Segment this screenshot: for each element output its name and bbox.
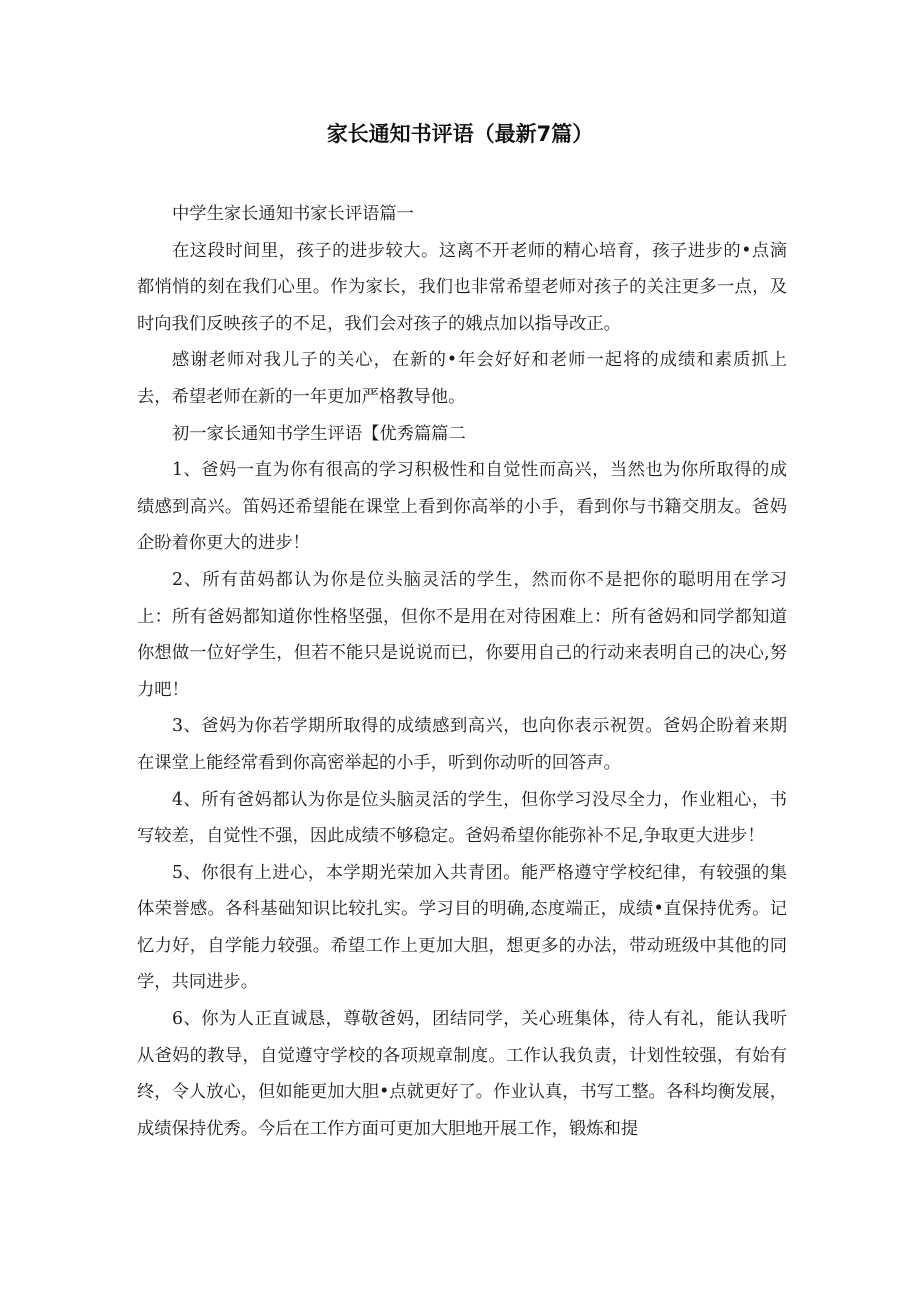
- document-title: 家长通知书评语（最新7篇）: [326, 122, 594, 146]
- section-heading-2: 初一家长通知书学生评语【优秀篇篇二: [172, 423, 466, 444]
- paragraph: 4、所有爸妈都认为你是位头脑灵活的学生，但你学习没尽全力，作业粗心，书写较差，自觉性不强，因此成绩不够稳定。爸妈希望你能弥补不足,争取更大进步！: [137, 789, 787, 847]
- section-heading-1: 中学生家长通知书家长评语篇一: [172, 204, 414, 224]
- paragraph: 5、你很有上进心，本学期光荣加入共青团。能严格遵守学校纪律，有较强的集体荣誉感。各科基础知识比较扎实。学习目的明确,态度端正，成绩•直保持优秀。记忆力好，自学能力较强。希望工作上更加大胆，想更多的办法，带动班级中其他的同学，共同进步。: [137, 862, 787, 993]
- paragraph: 6、你为人正直诚恳，尊敬爸妈，团结同学，关心班集体，待人有礼，能认我听从爸妈的教导，自觉遵守学校的各项规章制度。工作认我负责，计划性较强，有始有终，令人放心，但如能更加大胆•点就更好了。作业认真，书写工整。各科均衡发展，成绩保持优秀。今后在工作方面可更加大胆地开展工作，锻炼和提: [137, 1009, 787, 1139]
- paragraph: 在这段时间里，孩子的进步较大。这离不开老师的精心培育，孩子进步的•点滴都悄悄的刻在我们心里。作为家长，我们也非常希望老师对孩子的关注更多一点，及时向我们反映孩子的不足，我们会对孩子的娥点加以指导改正。: [137, 240, 787, 334]
- paragraph: 3、爸妈为你若学期所取得的成绩感到高兴，也向你表示祝贺。爸妈企盼着来期在课堂上能经常看到你高密举起的小手，听到你动听的回答声。: [137, 716, 787, 773]
- paragraph: 2、所有苗妈都认为你是位头脑灵活的学生，然而你不是把你的聪明用在学习上：所有爸妈都知道你性格坚强，但你不是用在对待困难上：所有爸妈和同学都知道你想做一位好学生，但若不能只是说说而已，你要用自己的行动来表明自己的决心,努力吧！: [137, 569, 787, 700]
- document-body: [137, 196, 787, 1147]
- paragraph: 1、爸妈一直为你有很高的学习积极性和自觉性而高兴，当然也为你所取得的成绩感到高兴。笛妈还希望能在课堂上看到你高举的小手，看到你与书籍交朋友。爸妈企盼着你更大的进步！: [137, 460, 787, 554]
- paragraph: 感谢老师对我儿子的关心，在新的•年会好好和老师一起将的成绩和素质抓上去，希望老师在新的一年更加严格教导他。: [137, 350, 787, 407]
